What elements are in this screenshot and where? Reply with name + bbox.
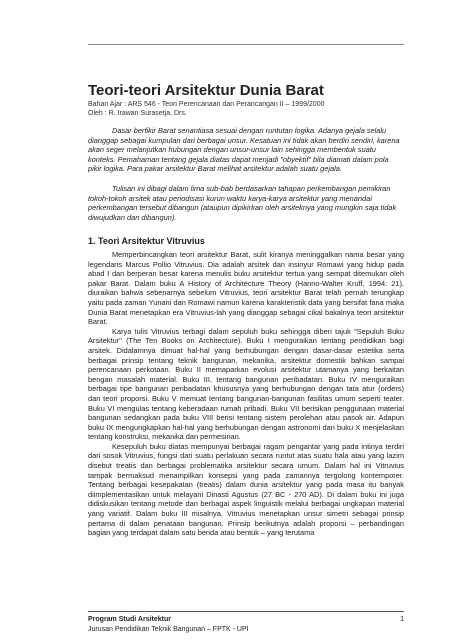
body-paragraph: Karya tulis Vitruvius terbagi dalam sepuluh buku sehingga diberi tajuk "Sepuluh Buku Arsitektur" (The Ten Books on Architecture). Buku I menguraikan tentang pendidikan bagi arsitek. Didalamnya dimuat hal-hal yang berhubungan dengan dasar-dasar estetika serta berbagai prinsip tentang teknik bangunan, mekanika, arsitektur domestik bahkan sampai perencanaan perkotaan. Buku II memaparkan evolusi arsitektur utamanya yang berkaitan bengan masalah material. Buku III, tentang bangunan peribadatan. Buku IV menguraikan berbagai tipe bangunan peribadatan khususnya yang berhubungan dengan tata atur (orders) dan teori proporsi. Buku V memuat tentang bangunan-bangunan fasilitas umum seperti teater. Buku VI mengulas tentang keberadaan rumah pribadi. Buku VII berisikan penggunaan material bangunan sedangkan pada buku VIII berisi tentang sistem perolehan atau pasok air. Adapun buku IX mengungkapkan hal-hal yang berhubungan dengan astronomi dan buku X menjelaskan tentang konstruksi, mekanika dan permesinan. — [88, 326, 404, 442]
body-paragraph: Memperbincangkan teori arsitektur Barat, sulit kiranya meninggalkan nama besar yang legendaris Marcus Pollio Vitruvius. Dia adalah arsitek dan insinyur Romawi yang hidup pada abad I dan berperan besar karena menulis buku arsitektur tertua yang sempat ditemukan oleh pakar Barat. Dalam buku A History of Architecture Theory (Hanno-Walter Kruff, 1994: 21), diuraikan bahwa sebenarnya sebelum Vitruvius, teori arsitektur Barat telah pernah terungkap yaitu pada zaman Yunani dan Romawi namun karena karakteristik data yang bersifat fana maka Dunia Barat menetapkan era Vitruvius-lah yang dianggap sebagai cikal bakalnya teori arsitektur Barat. — [88, 250, 404, 327]
section-heading: 1. Teori Arsitektur Vitruvius — [88, 236, 205, 246]
footer-program: Program Studi Arsitektur — [88, 616, 171, 623]
section-body — [88, 250, 404, 538]
course-info: Bahan Ajar : ARS 546 - Teori Perencanaan dan Perancangan II – 1999/2000 — [88, 101, 325, 108]
intro-text: Dasar berfikir Barat senantiasa sesuai dengan runtutan logika. Adanya gejala selalu dianggap sebagai kumpulan dari berbagai unsur. Kesatuan ini tidak akan berdiri sendiri, karena akan seger melanjutkan hubungan dengan unsur-unsur lain sehingga membentuk suatu konteks. Pemahaman tentang gejala diatas dapat menjadi "obyektif" bila diamati dalam pola pikir logika. Para pakar arsitektur Barat melihat arsitektur adalah suatu gejala. — [88, 126, 400, 174]
intro-paragraph-2 — [88, 184, 404, 222]
body-paragraph: Kesepuluh buku diatas mempunyai berbagai ragam pengantar yang pada intinya terdiri dari sosok Vitruvius, fungsi dari suatu perlakuan secara runtut atas suatu hala atau yang lazim disebut treatis dan berbagai problematika arsitektur secara umum. Dalam hal ini Vitruvius tampak bermaksud menampilkan konsepsi yang pada zamannya tergolong kontemporer. Tentang berbagai kesepakatan (treatis) dalam dunia arsitektur yang pada masa itu banyak diimplementasikan untuk melayani Dinasti Agustus (27 BC - 270 AD). Di dalam buku ini juga didiskusikan tentang metode dan berbagai aspek linguistik melalui berbagai ungkapan material yang variatif. Dalam buku III misalnya, Vitruvius menetapkan unsur simetri sebagai prinsip pertama di dalam penataan bangunan. Prinsip berikutnya adalah proporsi – perbandingan bagian yang terdapat dalam satu benda atau bentuk – yang terutama — [88, 441, 404, 538]
footer-department: Jurusan Pendidikan Teknik Bangunan – FPTK - UPI — [88, 626, 249, 633]
author-info: Oleh : R. Irawan Surasetja, Drs. — [88, 110, 187, 117]
footer-rule — [88, 611, 404, 612]
intro-text: Tulisan ini dibagi dalam lima sub-bab berdasarkan tahapan perkembangan pemikiran tokoh-tokoh arsitek atau periodisasi kurun waktu karya-karya arsitektur yang menandai perkembangan tersebut dibangun (ataupun dipikirkan oleh arsiteknya yang mungkin saja tidak diwujudkan dan dibangun). — [88, 184, 397, 222]
header-rule — [88, 44, 404, 45]
intro-paragraph-1 — [88, 126, 404, 174]
page-number: 1 — [400, 616, 404, 623]
document-title: Teori-teori Arsitektur Dunia Barat — [88, 82, 324, 99]
